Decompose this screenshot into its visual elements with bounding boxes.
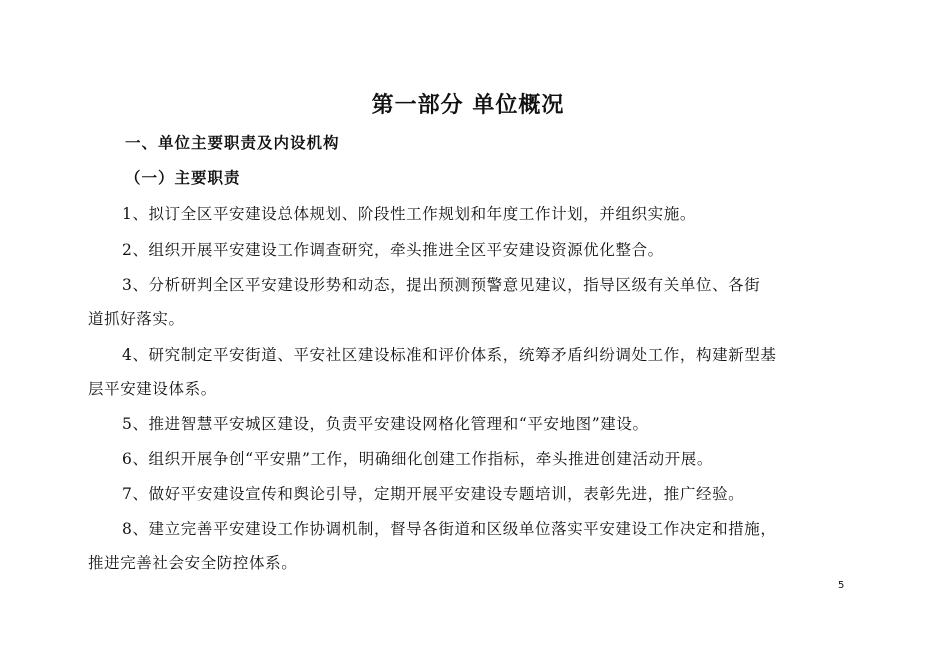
duty-item-4: 4、研究制定平安街道、平安社区建设标准和评价体系，统筹矛盾纠纷调处工作，构建新型基 [122, 346, 777, 364]
subsection-heading: （一）主要职责 [125, 169, 241, 187]
duty-item-3-continuation: 道抓好落实。 [88, 310, 185, 328]
page-title: 第一部分 单位概况 [371, 93, 565, 118]
duty-item-8: 8、建立完善平安建设工作协调机制，督导各街道和区级单位落实平安建设工作决定和措施， [122, 520, 777, 538]
duty-item-2: 2、组织开展平安建设工作调查研究，牵头推进全区平安建设资源优化整合。 [122, 241, 664, 259]
section-heading: 一、单位主要职责及内设机构 [125, 134, 340, 152]
page-number: 5 [838, 580, 845, 591]
duty-item-6: 6、组织开展争创“平安鼎”工作，明确细化创建工作指标，牵头推进创建活动开展。 [122, 450, 714, 468]
duty-item-5: 5、推进智慧平安城区建设，负责平安建设网格化管理和“平安地图”建设。 [122, 415, 649, 433]
duty-item-7: 7、做好平安建设宣传和舆论引导，定期开展平安建设专题培训，表彰先进，推广经验。 [122, 485, 745, 503]
duty-item-1: 1、拟订全区平安建设总体规划、阶段性工作规划和年度工作计划，并组织实施。 [122, 205, 696, 223]
duty-item-3: 3、分析研判全区平安建设形势和动态，提出预测预警意见建议，指导区级有关单位、各街 [122, 276, 761, 294]
duty-item-4-continuation: 层平安建设体系。 [88, 380, 217, 398]
duty-item-8-continuation: 推进完善社会安全防控体系。 [88, 554, 298, 572]
